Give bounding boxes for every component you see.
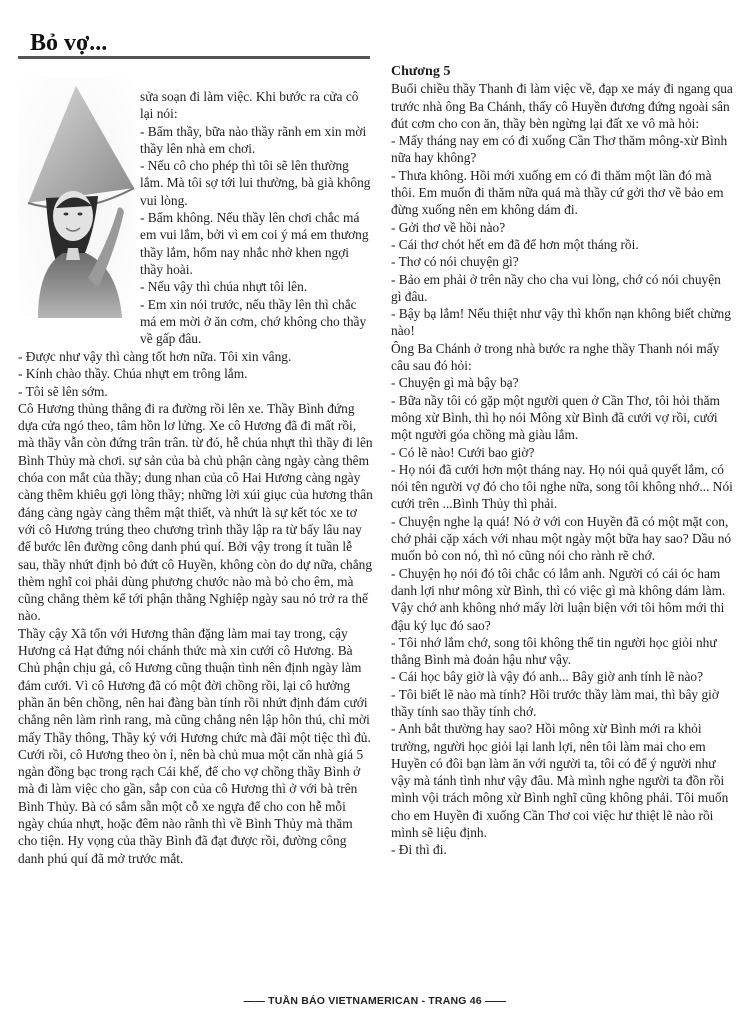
paragraph: - Anh bắt thường hay sao? Hồi mông xừ Bình mới ra khỏi trường, người học giỏi lại lanh lợi, nên tôi làm mai cho em Huyền có đôi bạn làm ăn với người ta, tôi có để ý người như vậy mà tánh tình như vậy đâu. Mà mình nghe người ta đồn rồi mình vội trách mông xừ Bình nghĩ cũng không phải. Tôi muốn cho em Huyền đi xuống Cần Thơ coi việc hư thiệt lẽ nào rồi mình sẽ liệu định. — [391, 721, 729, 841]
title-divider — [18, 56, 370, 59]
paragraph: Cưới rồi, cô Hương theo òn ỉ, nên bà chủ mua một căn nhà giá 5 ngàn đồng bạc trong rạch Cái khế, để cho vợ chồng thầy Bình ở mà đi làm việc cho gần, sắp con của cô Hương thì ở với bà trên Bình Thủy. Bà có sắm sẵn một cỗ xe ngựa để cho con hễ mỗi ngày chúa nhựt, hoặc đêm nào rãnh thì về Bình Thủy mà thăm cho tiện. Hy vọng của thầy Bình đã đạt được rồi, đường công danh phú quí đã mở trước mắt. — [18, 746, 364, 866]
article-right-column — [391, 63, 733, 859]
paragraph: - Gởi thơ về hồi nào? — [391, 219, 506, 235]
paragraph: Cô Hương thủng thẳng đi ra đường rồi lên xe. Thầy Bình đứng dựa cửa ngó theo, tâm hồn lơ lửng. Xe cô Hương đã đi mất rồi, mà thầy vẫn còn đứng trân trân. từ đó, hễ chúa nhựt thì thầy đi lên Bình Thủy mà chơi. sự sản của bà chủ phận càng ngày càng thêm chóa con mắt của thầy; dung nhan của cô Hai Hương càng ngày càng thêm khiêu gợi lòng thầy; những lời xúi giục của hương thân đáng càng ngày càng thêm mật thiết, và nhứt là sự kết tóc xe tơ với cô Hương trúng theo chương trình thầy lập ra từ bấy lâu nay để bước lên đường công danh phú quí. Bởi vậy trong ít tuần lễ sau, thầy nhứt định bỏ đứt cô Huyền, không còn do dự nữa, chẳng thèm nghĩ coi phải dùng phương chước nào mà bỏ cho êm, mà cũng chẳng thèm kể tới phận thằng Nghiệp ngày sau nó trở ra thế nào. — [18, 400, 373, 624]
paragraph: - Kính chào thầy. Chúa nhựt em trông lắm. — [18, 366, 248, 382]
paragraph: - Bẩm không. Nếu thầy lên chơi chắc má em vui lắm, bởi vì em coi ý má em thương thầy lắm, hổm nay nhắc nhở khen ngợi thầy hoài. — [140, 210, 369, 277]
paragraph: - Thưa không. Hồi mới xuống em có đi thăm một lần đó mà thôi. Em muốn đi thăm nữa quá mà thầy cứ gởi thơ về bảo em đừng xuống nên em không dám đi. — [391, 167, 724, 218]
paragraph: - Bẩm thầy, bữa nào thầy rãnh em xin mời thầy lên nhà em chơi. — [140, 123, 367, 156]
paragraph: - Nếu cô cho phép thì tôi sẽ lên thường lắm. Mà tôi sợ tới lui thường, bà già không vui lòng. — [140, 158, 371, 208]
paragraph: - Chuyện gì mà bậy bạ? — [391, 375, 519, 391]
paragraph: - Thơ có nói chuyện gì? — [391, 254, 519, 270]
paragraph: - Đi thì đi. — [391, 842, 447, 858]
article-left-column — [18, 348, 373, 867]
paragraph: - Bữa nầy tôi có gặp một người quen ở Cần Thơ, tôi hỏi thăm mông xừ Bình, thì họ nói Mông xừ Bình đã cưới vợ rồi, cưới một người góa chồng mà giàu lắm. — [391, 392, 720, 443]
paragraph: - Chuyện họ nói đó tôi chắc có lắm anh. Người có cái óc ham danh lợi như mông xừ Bình, thì có việc gì mà không dám làm. Vậy chớ anh không nhớ mấy lời luận biện với tôi hôm mới thi đậu ký lục đó sao? — [391, 565, 726, 633]
paragraph: - Họ nói đã cưới hơn một tháng nay. Họ nói quả quyết lắm, có nói tên người vợ đó cho tôi nghe nữa, song tôi không nhớ... Nói cưới trên ...Bình Thủy thì phải. — [391, 461, 733, 512]
chapter-heading: Chương 5 — [391, 64, 451, 79]
paragraph: - Được như vậy thì càng tốt hơn nữa. Tôi xin vâng. — [18, 349, 292, 364]
paragraph: - Em xin nói trước, nếu thầy lên thì chắc má em mời ở ăn cơm, chớ không cho thầy về gấp đâu. — [140, 296, 367, 347]
paragraph: - Chuyện nghe lạ quá! Nó ở với con Huyền đã có một mặt con, chớ phải cặp xách với nhau một ngày một bữa hay sao? Dầu nó muốn bỏ con nó, thì nó cũng nói cho rành rẽ chớ. — [391, 513, 732, 564]
paragraph: Buổi chiều thầy Thanh đi làm việc về, đạp xe máy đi ngang qua trước nhà ông Ba Chánh, thấy cô Huyền đương đứng ngoài sân đút cơm cho con ăn, thầy bèn ngừng lại đất xe vô mà hỏi: — [391, 81, 733, 131]
paragraph: - Tôi nhớ lắm chớ, song tôi không thể tin người học giỏi như thằng Bình mà đoản hậu như vậy. — [391, 634, 717, 668]
paragraph: - Bảo em phải ở trên nầy cho cha vui lòng, chớ có nói chuyện gì đâu. — [391, 271, 721, 304]
page-title: Bỏ vợ... — [30, 30, 108, 56]
page-footer: —— TUẦN BÁO VIETNAMERICAN - TRANG 46 —— — [243, 995, 507, 1007]
paragraph: Ông Ba Chánh ở trong nhà bước ra nghe thầy Thanh nói mấy câu sau đó hỏi: — [391, 340, 720, 374]
paragraph: - Cái học bây giờ là vậy đó anh... Bây giờ anh tính lẽ nào? — [391, 669, 704, 685]
paragraph: - Nếu vậy thì chúa nhựt tôi lên. — [140, 279, 308, 295]
paragraph: sửa soạn đi làm việc. Khi bước ra cửa cô lại nói: — [140, 89, 359, 122]
paragraph: - Mấy tháng nay em có đi xuống Cần Thơ thăm mông-xừ Bình nữa hay không? — [391, 133, 728, 166]
paragraph: - Có lẽ nào! Cưới bao giờ? — [391, 444, 535, 460]
paragraph: - Cái thơ chót hết em đã để hơn một tháng rồi. — [391, 236, 639, 252]
article-intro-column — [140, 88, 372, 347]
paragraph: Thầy cậy Xã tổn với Hương thân đặng làm mai tay trong, cậy Hương cả Hạt đứng nói chánh thức mà xin cưới cô Hương. Bà Chủ phận chịu gả, cô Hương cũng thuận tình nên định ngày làm đám cưới. Vì cô Hương đã có một đời chồng rồi, lại cô hưởng phần ăn bên chồng, nên hai đàng bàn tính rồi nhứt định đám cưới chẳng nên làm rình rang, mà cũng chẳng nên lập hôn thú, chỉ mời mấy Thầy thông, Thầy ký với Hương chức mà đãi một tiệc thì đủ. — [18, 625, 371, 745]
paragraph: - Bậy bạ lắm! Nếu thiệt như vậy thì khốn nạn không biết chừng nào! — [391, 306, 731, 339]
paragraph: - Tôi biết lẽ nào mà tính? Hồi trước thầy làm mai, thì bây giờ thầy tính sao thầy tính chớ. — [391, 686, 719, 719]
woman-portrait-photo — [18, 78, 136, 318]
paragraph: - Tôi sẽ lên sớm. — [18, 383, 108, 399]
